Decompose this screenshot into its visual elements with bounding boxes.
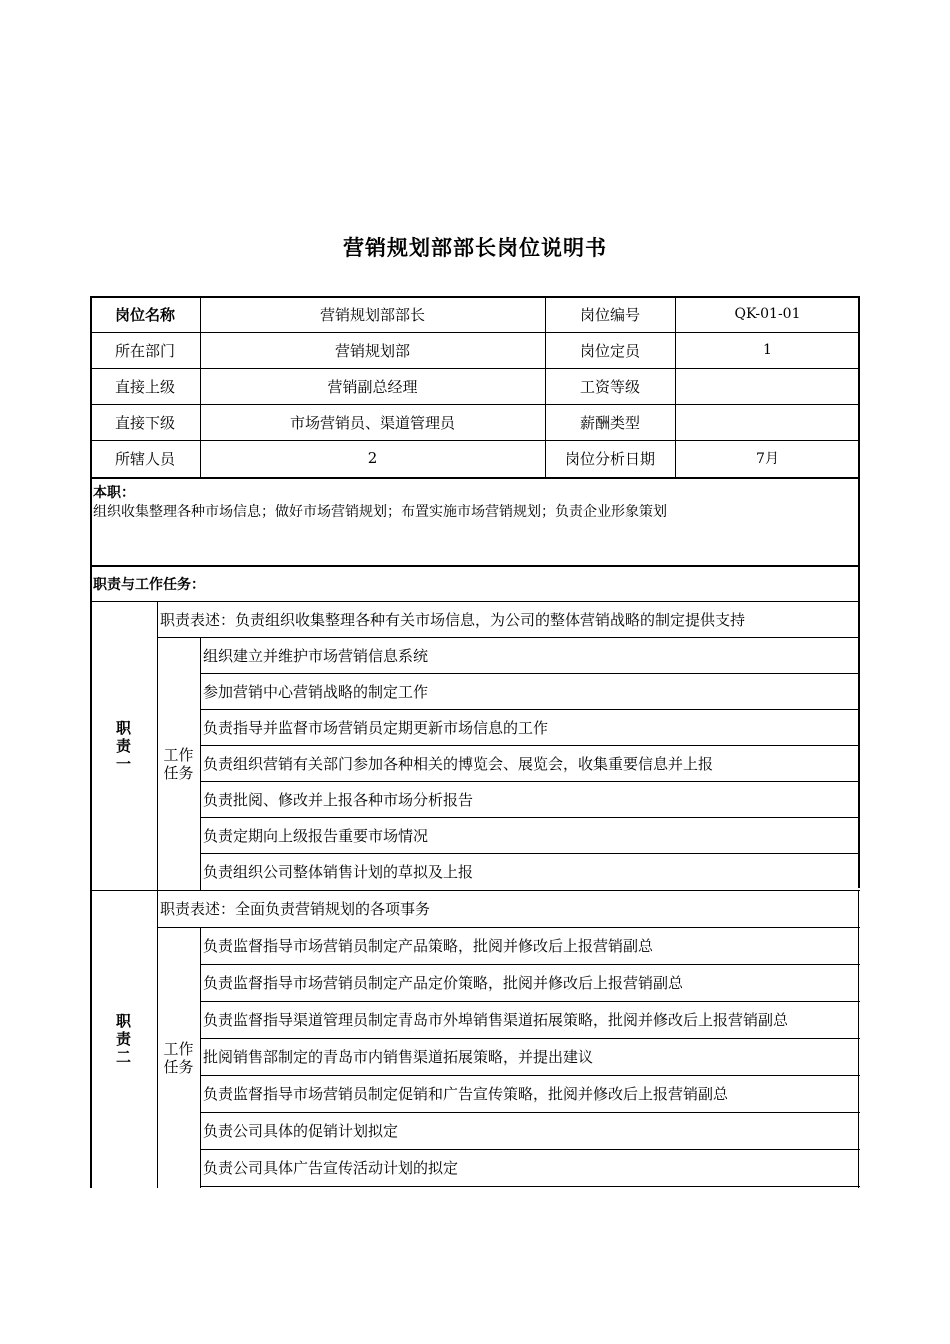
duty1-label-char: 一 bbox=[115, 754, 131, 773]
label-pay-type: 薪酬类型 bbox=[579, 413, 640, 432]
duty2-label-char: 责 bbox=[115, 1030, 131, 1048]
value-position-name: 营销规划部部长 bbox=[319, 305, 425, 324]
grid-line bbox=[157, 927, 860, 928]
grid-line bbox=[545, 296, 546, 477]
label-analysis-date: 岗位分析日期 bbox=[564, 449, 655, 468]
duty2-task: 负责公司具体的促销计划拟定 bbox=[203, 1122, 399, 1140]
duty1-task: 负责指导并监督市场营销员定期更新市场信息的工作 bbox=[203, 718, 549, 737]
table-border-right bbox=[858, 296, 860, 888]
duty2-task: 负责监督指导市场营销员制定产品策略，批阅并修改后上报营销副总 bbox=[203, 937, 654, 955]
duty1-task: 负责批阅、修改并上报各种市场分析报告 bbox=[203, 790, 474, 809]
label-headcount: 岗位定员 bbox=[579, 341, 640, 360]
label-staff-count: 所辖人员 bbox=[114, 449, 175, 468]
duty2-task: 负责监督指导市场营销员制定促销和广告宣传策略，批阅并修改后上报营销副总 bbox=[203, 1085, 729, 1103]
value-headcount: 1 bbox=[763, 342, 772, 358]
duty1-task: 负责定期向上级报告重要市场情况 bbox=[203, 826, 429, 845]
grid-line bbox=[200, 1075, 860, 1076]
benzhi-heading: 本职： bbox=[93, 485, 135, 501]
value-subordinates: 市场营销员、渠道管理员 bbox=[289, 413, 455, 432]
label-superior: 直接上级 bbox=[114, 377, 175, 396]
grid-line bbox=[675, 296, 676, 477]
duty2-task: 负责公司具体广告宣传活动计划的拟定 bbox=[203, 1159, 459, 1177]
duty1-task: 参加营销中心营销战略的制定工作 bbox=[203, 682, 429, 701]
duty2-label bbox=[90, 890, 157, 1188]
grid-line bbox=[200, 781, 860, 782]
grid-line bbox=[90, 477, 860, 479]
duty1-task-label-line: 任务 bbox=[163, 763, 194, 782]
duty2-task: 负责监督指导市场营销员制定产品定价策略，批阅并修改后上报营销副总 bbox=[203, 974, 684, 992]
duty1-task: 负责组织营销有关部门参加各种相关的博览会、展览会，收集重要信息并上报 bbox=[203, 754, 714, 773]
page-title: 营销规划部部长岗位说明书 bbox=[343, 236, 607, 260]
value-analysis-date: 7月 bbox=[756, 451, 779, 467]
grid-line bbox=[90, 404, 860, 405]
duty2-statement: 职责表述：全面负责营销规划的各项事务 bbox=[160, 900, 431, 918]
duties-heading: 职责与工作任务： bbox=[93, 576, 205, 593]
label-department: 所在部门 bbox=[114, 341, 175, 360]
benzhi-text: 组织收集整理各种市场信息；做好市场营销规划；布置实施市场营销规划；负责企业形象策划 bbox=[93, 504, 667, 520]
table-border-top bbox=[90, 296, 860, 298]
grid-line bbox=[200, 1038, 860, 1039]
duty2-label-char: 二 bbox=[115, 1048, 131, 1066]
label-position-code: 岗位编号 bbox=[579, 305, 640, 324]
value-staff-count: 2 bbox=[367, 449, 378, 467]
grid-line bbox=[90, 440, 860, 441]
table-border-left bbox=[90, 296, 92, 1188]
table-border-right bbox=[858, 890, 859, 1188]
duty1-label-char: 职 bbox=[115, 718, 131, 737]
grid-line bbox=[200, 673, 860, 674]
grid-line bbox=[90, 368, 860, 369]
duty2-label-char: 职 bbox=[115, 1012, 131, 1030]
grid-line bbox=[200, 1186, 860, 1187]
grid-line bbox=[200, 1001, 860, 1002]
grid-line bbox=[90, 601, 860, 602]
duty1-task: 组织建立并维护市场营销信息系统 bbox=[203, 646, 429, 665]
label-position-name: 岗位名称 bbox=[114, 305, 175, 324]
grid-line bbox=[200, 853, 860, 854]
label-salary-grade: 工资等级 bbox=[579, 377, 640, 396]
grid-line bbox=[200, 296, 201, 477]
value-superior: 营销副总经理 bbox=[327, 377, 418, 396]
duty1-label-char: 责 bbox=[115, 736, 131, 755]
grid-line bbox=[200, 1149, 860, 1150]
duty1-task-label bbox=[157, 637, 200, 890]
grid-line bbox=[200, 745, 860, 746]
job-description-table bbox=[90, 296, 860, 1188]
grid-line bbox=[157, 637, 860, 638]
duty2-task-label-line: 任务 bbox=[163, 1057, 194, 1076]
duty1-label bbox=[90, 601, 157, 890]
value-position-code: QK-01-01 bbox=[734, 306, 801, 322]
grid-line bbox=[200, 709, 860, 710]
duty2-task: 负责监督指导渠道管理员制定青岛市外埠销售渠道拓展策略，批阅并修改后上报营销副总 bbox=[203, 1011, 789, 1029]
value-pay-type bbox=[675, 404, 860, 440]
value-department: 营销规划部 bbox=[334, 341, 410, 360]
grid-line bbox=[200, 817, 860, 818]
duty2-task: 批阅销售部制定的青岛市内销售渠道拓展策略，并提出建议 bbox=[203, 1048, 594, 1066]
duty1-task-label-line: 工作 bbox=[163, 745, 194, 764]
grid-line bbox=[90, 565, 860, 567]
value-salary-grade bbox=[675, 368, 860, 404]
duty2-task-label bbox=[157, 927, 200, 1188]
label-subordinates: 直接下级 bbox=[114, 413, 175, 432]
duty1-statement: 职责表述：负责组织收集整理各种有关市场信息，为公司的整体营销战略的制定提供支持 bbox=[160, 610, 746, 629]
grid-line bbox=[200, 1112, 860, 1113]
grid-line bbox=[90, 332, 860, 333]
grid-line bbox=[90, 890, 860, 891]
duty1-task: 负责组织公司整体销售计划的草拟及上报 bbox=[203, 863, 474, 881]
grid-line bbox=[200, 964, 860, 965]
duty2-task-label-line: 工作 bbox=[163, 1039, 194, 1058]
grid-line bbox=[157, 601, 158, 1188]
